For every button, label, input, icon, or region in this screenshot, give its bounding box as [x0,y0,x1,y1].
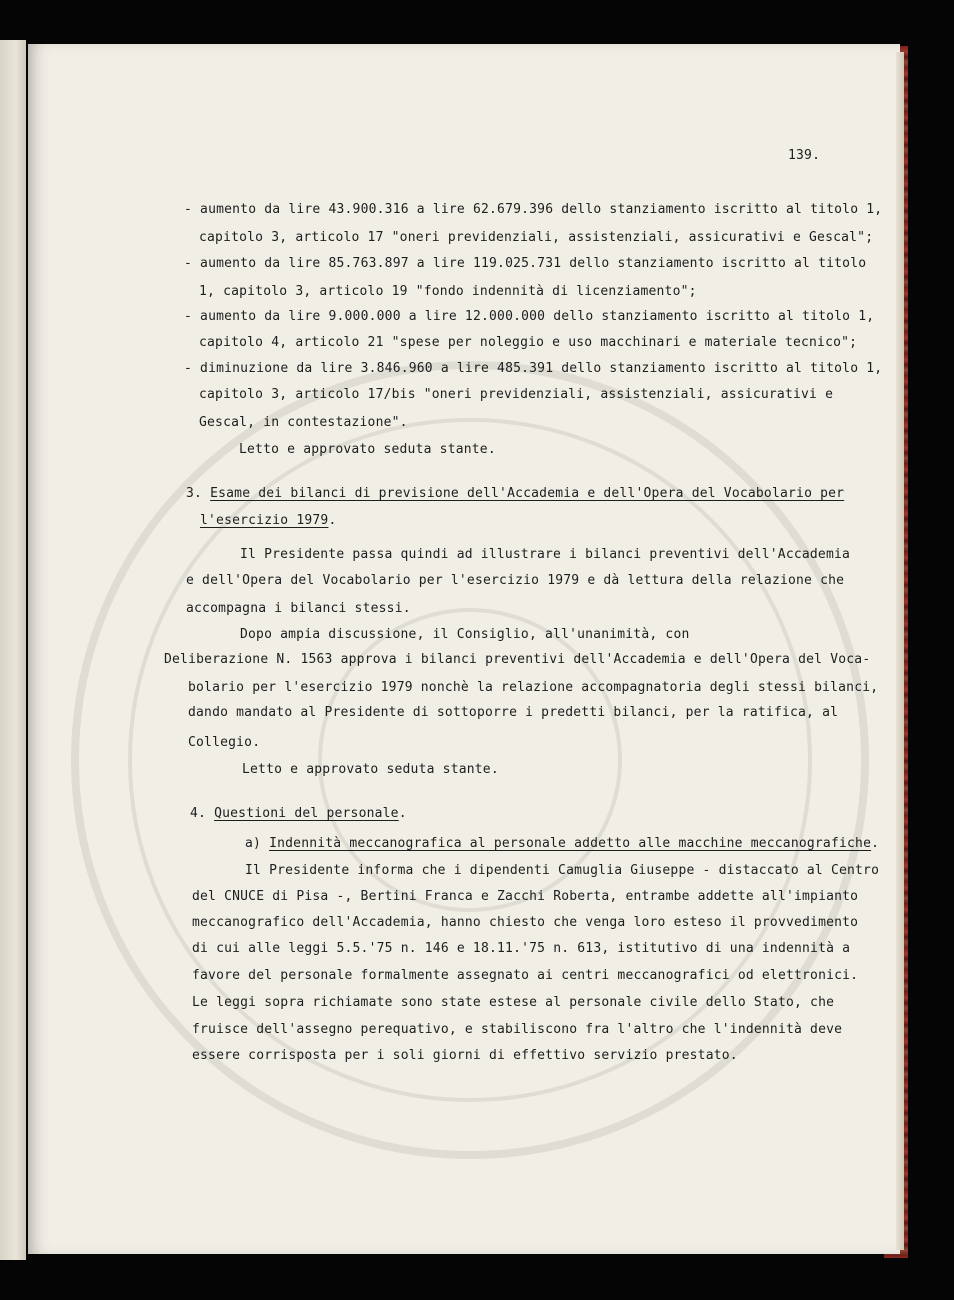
section-3-heading-cont [200,513,336,529]
section-4-para-line-4: di cui alle leggi 5.5.'75 n. 146 e 18.11.'75 n. 613, istitutivo di una indennità a [192,941,851,956]
section-3-para2-line-4: dando mandato al Presidente di sottoporre i predetti bilanci, per la ratifica, al [188,705,839,720]
section-3-title-end: . [328,513,337,528]
section-4-para-line-5: favore del personale formalmente assegnato ai centri meccanografici od elettronici. [192,968,859,983]
section-4-para-line-8: essere corrisposta per i soli giorni di effettivo servizio prestato. [192,1048,738,1063]
approved-statement-1: Letto e approvato seduta stante. [239,442,496,457]
section-3-para1-line-3: accompagna i bilanci stessi. [186,601,411,616]
section-4-para-line-1: Il Presidente informa che i dipendenti Camuglia Giuseppe - distaccato al Centro [245,863,880,878]
subsection-a-title: Indennità meccanografica al personale addetto alle macchine meccanografiche [269,836,872,851]
section-4-title: Questioni del personale [214,806,399,821]
bullet-1-line-2: capitolo 3, articolo 17 "oneri previdenziali, assistenziali, assicurativi e Gescal"; [199,230,874,245]
section-3-title-line-2: l'esercizio 1979 [200,513,329,528]
section-4-title-end: . [398,806,407,821]
section-3-title-line-1: Esame dei bilanci di previsione dell'Accademia e dell'Opera del Vocabolario per [210,486,845,501]
bullet-4-line-2: capitolo 3, articolo 17/bis "oneri previdenziali, assistenziali, assicurativi e [199,387,834,402]
bullet-3-line-1: - aumento da lire 9.000.000 a lire 12.000.000 dello stanziamento iscritto al titolo 1, [184,309,875,324]
bullet-2-line-1: - aumento da lire 85.763.897 a lire 119.025.731 dello stanziamento iscritto al titolo [184,256,867,271]
section-3-para2-line-5: Collegio. [188,735,261,750]
section-3-para2-line-3: bolario per l'esercizio 1979 nonchè la relazione accompagnatoria degli stessi bilanci, [188,680,879,695]
bullet-3-line-2: capitolo 4, articolo 21 "spese per noleggio e uso macchinari e materiale tecnico"; [199,335,858,350]
section-3-number: 3. [186,486,203,501]
section-4-heading [190,806,407,822]
section-3-para1-line-2: e dell'Opera del Vocabolario per l'esercizio 1979 e dà lettura della relazione che [186,573,845,588]
subsection-a-title-end: . [871,836,880,851]
facing-page-edge [0,40,26,1260]
subsection-a-heading [245,836,879,852]
bullet-1-line-1: - aumento da lire 43.900.316 a lire 62.679.396 dello stanziamento iscritto al titolo 1, [184,202,883,217]
section-4-number: 4. [190,806,207,821]
approved-statement-2: Letto e approvato seduta stante. [242,762,499,777]
page-stack-edge [896,52,904,1250]
section-3-heading [186,486,844,502]
section-4-para-line-3: meccanografico dell'Accademia, hanno chiesto che venga loro esteso il provvedimento [192,915,859,930]
section-4-para-line-6: Le leggi sopra richiamate sono state estese al personale civile dello Stato, che [192,995,835,1010]
bullet-4-line-1: - diminuzione da lire 3.846.960 a lire 485.391 dello stanziamento iscritto al titolo 1, [184,361,883,376]
bullet-2-line-2: 1, capitolo 3, articolo 19 "fondo indennità di licenziamento"; [199,284,697,299]
document-page [28,44,900,1254]
bullet-4-line-3: Gescal, in contestazione". [199,415,408,430]
section-3-para1-line-1: Il Presidente passa quindi ad illustrare i bilanci preventivi dell'Accademia [240,547,851,562]
section-4-para-line-2: del CNUCE di Pisa -, Bertini Franca e Zacchi Roberta, entrambe addette all'impianto [192,889,859,904]
section-3-para2-line-2: Deliberazione N. 1563 approva i bilanci preventivi dell'Accademia e dell'Opera del Voca- [164,652,871,667]
section-3-para2-line-1: Dopo ampia discussione, il Consiglio, all'unanimità, con [240,627,690,642]
subsection-a-label: a) [245,836,262,851]
section-4-para-line-7: fruisce dell'assegno perequativo, e stabiliscono fra l'altro che l'indennità deve [192,1022,843,1037]
page-number: 139. [788,148,821,163]
